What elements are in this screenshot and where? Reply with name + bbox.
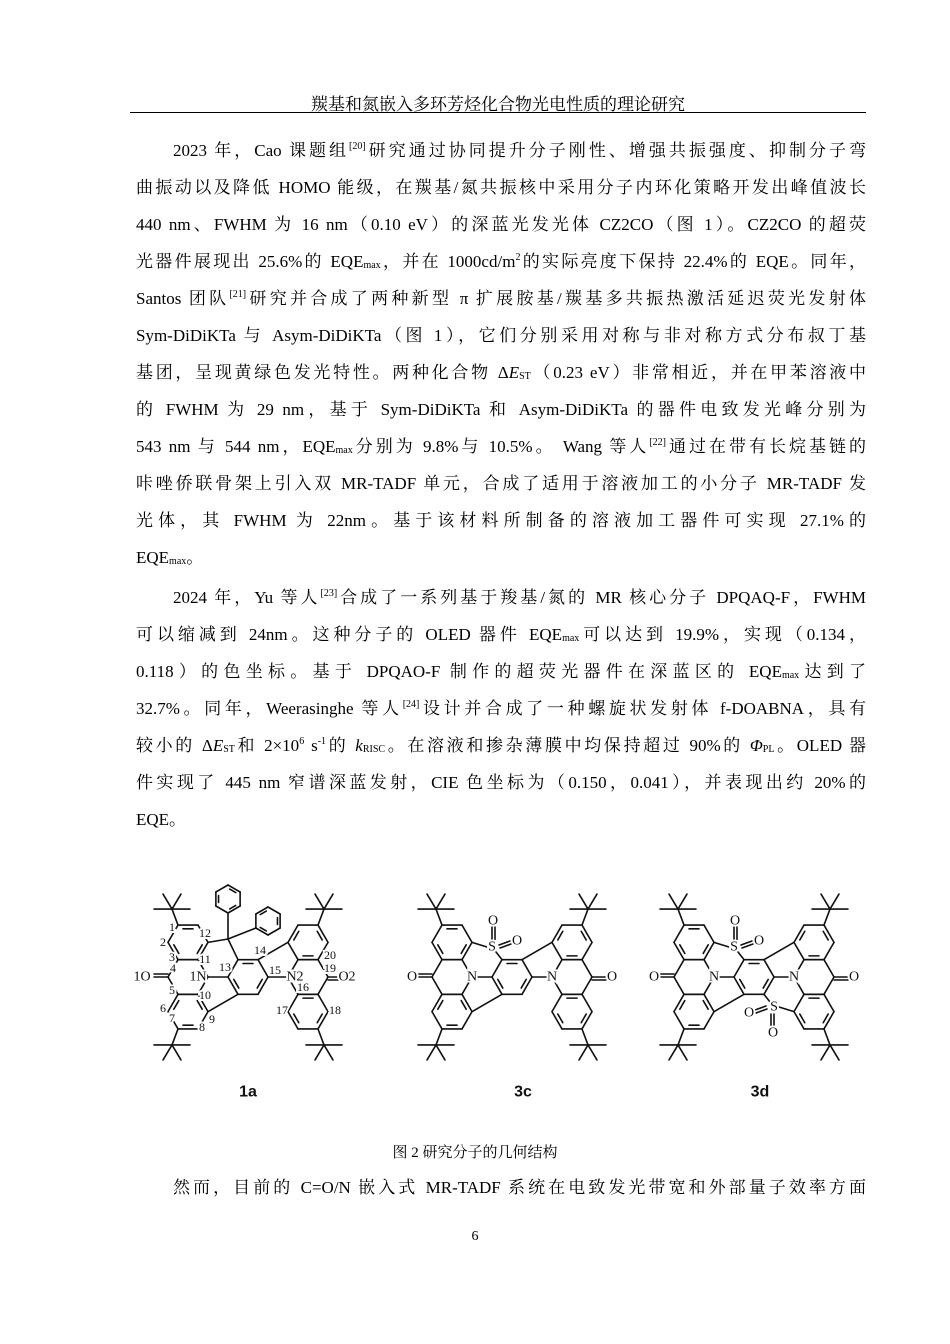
ring-bond: [704, 1012, 714, 1029]
nitrogen-label: N: [788, 969, 800, 985]
atom-label-13: 13: [219, 960, 231, 974]
tbutyl-bond: [669, 1045, 678, 1060]
text-run: 设计并合成了一种螺旋状发射体 f-DOABNA，具有: [419, 699, 867, 718]
text-run: 2024 年，Yu 等人: [173, 588, 321, 607]
tbutyl-bond: [678, 909, 684, 925]
figure-caption: 图 2 研究分子的几何结构: [392, 1145, 558, 1161]
ring-bond: [432, 925, 442, 942]
tbutyl-bond: [427, 894, 436, 909]
tbutyl-bond: [588, 894, 597, 909]
subscript: max: [781, 670, 800, 681]
tbutyl-bond: [436, 894, 445, 909]
text-run: 32.7%。同年，Weerasinghe 等人: [136, 699, 403, 718]
atom-label-6: 6: [160, 1001, 166, 1015]
atom-label-14: 14: [254, 943, 266, 957]
tbutyl-bond: [821, 1045, 830, 1060]
ring-bond: [794, 994, 804, 1011]
text-run: 通过在带有长烷基链的: [665, 437, 866, 456]
bond: [496, 952, 502, 960]
atom-label-19: 19: [324, 961, 336, 975]
subscript: ST: [519, 371, 531, 382]
oxygen-label: O: [848, 969, 860, 985]
tbutyl-bond: [678, 1029, 684, 1045]
ring-bond: [794, 942, 804, 959]
molecule-diagrams: [0, 860, 950, 1110]
text-line: [136, 215, 866, 235]
text-line: [173, 141, 866, 161]
text-run: 咔唑侨联骨架上引入双 MR-TADF 单元，合成了适用于溶液加工的小分子 MR-TADF 发: [136, 474, 866, 493]
tbutyl-bond: [172, 1029, 178, 1045]
oxygen-label: O: [487, 913, 499, 929]
text-run: 研究并合成了两种新型 π 扩展胺基/羰基多共振热激活延迟荧光发射体: [246, 289, 867, 308]
ring-bond: [674, 1012, 684, 1029]
text-run: 基团，呈现黄绿色发光特性。两种化合物 Δ: [136, 363, 509, 382]
ring-bond: [216, 906, 228, 913]
atom-label-4: 4: [170, 961, 176, 975]
tbutyl-bond: [172, 1045, 181, 1060]
molecule-name-3d: 3d: [750, 1083, 770, 1101]
tbutyl-bond: [582, 909, 588, 925]
text-line: [173, 1178, 866, 1198]
text-run: ，并在 1000cd/m: [380, 252, 516, 271]
figure-molecular-structures: [0, 860, 950, 1110]
atom-label-8: 8: [199, 1020, 205, 1034]
atom-label-1N: 1N: [189, 969, 207, 985]
ring-bond: [318, 994, 328, 1011]
bond: [764, 994, 770, 1002]
text-run: Sym-DiDiKTa 与 Asym-DiDiKTa（图 1），它们分别采用对称与非对称方式分布叔丁基: [136, 326, 866, 345]
subscript: PL: [762, 744, 775, 755]
atom-label-1: 1: [169, 920, 175, 934]
subscript: max: [335, 445, 353, 456]
tbutyl-bond: [824, 1029, 830, 1045]
tbutyl-bond: [436, 1045, 445, 1060]
tbutyl-bond: [436, 1029, 442, 1045]
tbutyl-bond: [318, 1029, 324, 1045]
text-line: [136, 625, 866, 645]
text-run: 的 FWHM 为 29 nm，基于 Sym-DiDiKTa 和 Asym-DiDiKTa 的器件电致发光峰分别为: [136, 400, 866, 419]
atom-label-2: 2: [160, 935, 166, 949]
text-run: 达到了: [799, 662, 867, 681]
tbutyl-bond: [824, 909, 830, 925]
text-run: 543 nm 与 544 nm，EQE: [136, 437, 336, 456]
subscript: max: [169, 556, 187, 567]
subscript: ST: [223, 744, 235, 755]
ring-bond: [582, 942, 592, 959]
text-run: 。在溶液和掺杂薄膜中均保持超过 90%的: [385, 736, 750, 755]
atom-label-12: 12: [199, 926, 211, 940]
sulfur-label: S: [488, 939, 496, 955]
ring-bond: [582, 994, 592, 1011]
text-line: [136, 511, 866, 531]
bond: [714, 994, 744, 1011]
text-run: 件实现了 445 nm 窄谱深蓝发射，CIE 色坐标为（0.150，0.041），并表现出约 20%的: [136, 773, 866, 792]
text-run: 0.118）的色坐标。基于 DPQAO-F 制作的超荧光器件在深蓝区的 EQE: [136, 662, 782, 681]
sulfur-label: S: [770, 999, 778, 1015]
superscript: 2: [515, 252, 521, 263]
subscript: max: [363, 260, 381, 271]
tbutyl-bond: [669, 894, 678, 909]
ring-bond: [288, 942, 298, 959]
molecule-name-3c: 3c: [514, 1083, 532, 1101]
ring-bond: [674, 925, 684, 942]
tbutyl-bond: [579, 1045, 588, 1060]
atom-label-O2: O2: [338, 969, 356, 985]
atom-label-20: 20: [324, 948, 336, 962]
text-line: [136, 662, 866, 682]
page-number: 6: [471, 1229, 479, 1244]
ring-bond: [432, 1012, 442, 1029]
italic-symbol: E: [212, 736, 224, 755]
oxygen-label: O: [511, 933, 523, 949]
ring-bond: [674, 960, 684, 977]
tbutyl-bond: [172, 894, 181, 909]
bond: [779, 1007, 794, 1012]
text-run: 然而，目前的 C=O/N 嵌入式 MR-TADF 系统在电致发光带宽和外部量子效率方面: [173, 1178, 866, 1197]
text-line: [136, 474, 866, 494]
ring-bond: [268, 928, 280, 935]
tbutyl-bond: [427, 1045, 436, 1060]
atom-label-N2: N2: [286, 969, 304, 985]
atom-label-11: 11: [199, 952, 211, 966]
text-run: 440 nm、FWHM 为 16 nm（0.10 eV）的深蓝光发光体 CZ2CO（图 1）。CZ2CO 的超荧: [136, 215, 866, 234]
text-run: EQE。: [136, 810, 187, 829]
text-line: [136, 326, 866, 346]
superscript: [20]: [348, 141, 366, 152]
superscript: [22]: [649, 437, 666, 448]
bond: [764, 942, 794, 959]
tbutyl-bond: [830, 1045, 839, 1060]
ring-bond: [764, 960, 774, 977]
superscript: [21]: [229, 289, 247, 300]
italic-symbol: E: [508, 363, 520, 382]
text-line: [136, 773, 866, 793]
atom-label-18: 18: [329, 1003, 341, 1017]
oxygen-label: O: [743, 1005, 755, 1021]
atom-label-3: 3: [169, 950, 175, 964]
tbutyl-bond: [163, 894, 172, 909]
text-line: [136, 810, 866, 830]
atom-label-1O: 1O: [133, 969, 151, 985]
atom-label-7: 7: [169, 1011, 175, 1025]
text-run: s: [304, 736, 318, 755]
text-run: 和 2×10: [234, 736, 300, 755]
tbutyl-bond: [588, 1045, 597, 1060]
running-header: 羰基和氮嵌入多环芳烃化合物光电性质的理论研究: [311, 95, 685, 114]
text-line: [173, 588, 866, 608]
text-run: （0.23 eV）非常相近，并在甲苯溶液中: [530, 363, 866, 382]
text-line: [136, 437, 866, 457]
text-run: 较小的 Δ: [136, 736, 213, 755]
text-run: 2023 年，Cao 课题组: [173, 141, 349, 160]
oxygen-label: O: [767, 1025, 779, 1041]
tbutyl-bond: [315, 1045, 324, 1060]
tbutyl-bond: [315, 894, 324, 909]
bond: [522, 942, 552, 959]
tbutyl-bond: [318, 909, 324, 925]
ring-bond: [462, 925, 472, 942]
tbutyl-bond: [678, 1045, 687, 1060]
nitrogen-label: N: [546, 969, 558, 985]
ring-bond: [462, 1012, 472, 1029]
ring-bond: [432, 977, 442, 994]
nitrogen-label: N: [466, 969, 478, 985]
text-run: EQE: [136, 548, 170, 567]
ring-bond: [268, 907, 280, 914]
tbutyl-bond: [830, 894, 839, 909]
text-line: [136, 400, 866, 420]
ring-bond: [258, 960, 268, 977]
text-run: Santos 团队: [136, 289, 230, 308]
header-rule: [130, 112, 866, 113]
nitrogen-label: N: [708, 969, 720, 985]
text-run: 的实际亮度下保持 22.4%的 EQE。同年，: [520, 252, 866, 271]
bond: [208, 994, 238, 1011]
bond: [738, 952, 744, 960]
ring-bond: [582, 960, 592, 977]
subscript: RISC: [362, 744, 386, 755]
ring-bond: [824, 977, 834, 994]
tbutyl-bond: [579, 894, 588, 909]
tbutyl-bond: [163, 1045, 172, 1060]
text-run: 。: [186, 548, 204, 567]
text-line: [136, 289, 866, 309]
text-line: [136, 699, 866, 719]
tbutyl-bond: [678, 894, 687, 909]
atom-label-16: 16: [297, 980, 309, 994]
text-run: 可以达到 19.9%，实现（0.134，: [579, 625, 866, 644]
ring-bond: [288, 994, 298, 1011]
atom-label-10: 10: [199, 988, 211, 1002]
ring-bond: [522, 960, 532, 977]
ring-bond: [674, 977, 684, 994]
text-run: 合成了一系列基于羧基/氮的 MR 核心分子 DPQAQ-F，FWHM: [337, 588, 866, 607]
ring-bond: [582, 977, 592, 994]
ring-bond: [492, 960, 502, 977]
ring-bond: [216, 885, 228, 892]
text-run: 的: [326, 736, 356, 755]
bond: [714, 942, 729, 947]
oxygen-label: O: [648, 969, 660, 985]
bond: [208, 939, 228, 942]
text-run: 光器件展现出 25.6%的 EQE: [136, 252, 364, 271]
atom-label-17: 17: [276, 1003, 288, 1017]
superscript: -1: [317, 736, 327, 747]
bond: [472, 994, 502, 1011]
subscript: max: [562, 633, 580, 644]
tbutyl-bond: [324, 1045, 333, 1060]
atom-label-9: 9: [209, 1012, 215, 1026]
oxygen-label: O: [606, 969, 618, 985]
ring-bond: [432, 960, 442, 977]
ring-bond: [824, 994, 834, 1011]
tbutyl-bond: [436, 909, 442, 925]
text-run: 光体，其 FWHM 为 22nm。基于该材料所制备的溶液加工器件可实现 27.1%的: [136, 511, 866, 530]
text-run: 可以缩减到 24nm。这种分子的 OLED 器件 EQE: [136, 625, 563, 644]
text-run: 分别为 9.8%与 10.5%。 Wang 等人: [352, 437, 650, 456]
ring-bond: [704, 925, 714, 942]
tbutyl-bond: [324, 894, 333, 909]
text-line: [136, 363, 866, 383]
oxygen-label: O: [729, 913, 741, 929]
italic-symbol: Φ: [749, 736, 763, 755]
ring-bond: [734, 960, 744, 977]
bond: [228, 939, 238, 960]
sulfur-label: S: [730, 939, 738, 955]
atom-label-5: 5: [169, 983, 175, 997]
text-line: [136, 548, 866, 568]
text-run: 曲振动以及降低 HOMO 能级，在羰基/氮共振核中采用分子内环化策略开发出峰值波长: [136, 178, 866, 197]
text-run: 。OLED 器: [774, 736, 867, 755]
text-run: 研究通过协同提升分子刚性、增强共振强度、抑制分子弯: [365, 141, 866, 160]
ring-bond: [318, 977, 328, 994]
text-line: [136, 178, 866, 198]
italic-symbol: k: [355, 736, 363, 755]
ring-bond: [824, 960, 834, 977]
superscript: [24]: [402, 699, 420, 710]
oxygen-label: O: [406, 969, 418, 985]
molecule-name-1a: 1a: [239, 1083, 257, 1101]
bond: [472, 942, 487, 947]
superscript: [23]: [320, 588, 338, 599]
atom-label-15: 15: [269, 963, 281, 977]
superscript: 6: [299, 736, 305, 747]
text-line: [136, 252, 866, 272]
tbutyl-bond: [582, 1029, 588, 1045]
text-line: [136, 736, 866, 756]
ring-bond: [552, 942, 562, 959]
ring-bond: [552, 994, 562, 1011]
tbutyl-bond: [821, 894, 830, 909]
phenyl-bond: [228, 928, 256, 939]
oxygen-label: O: [753, 933, 765, 949]
ring-bond: [824, 942, 834, 959]
